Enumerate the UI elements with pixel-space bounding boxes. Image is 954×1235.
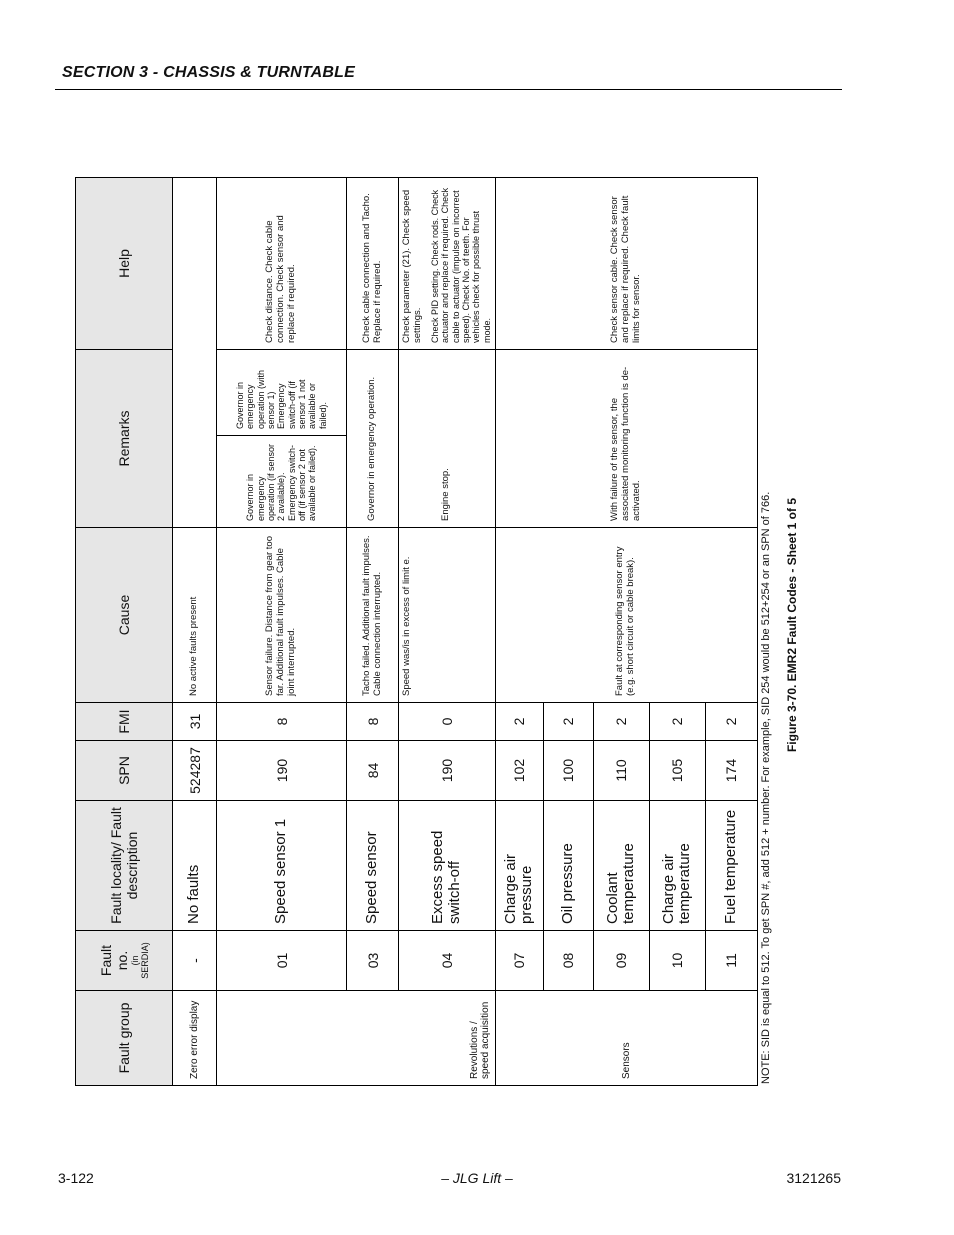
fmi-cell: 2: [705, 703, 757, 741]
col-header-spn: SPN: [76, 741, 173, 801]
group-cell: Revolutions / speed acquisition: [217, 991, 496, 1086]
col-header-cause: Cause: [76, 528, 173, 703]
fault-no-sublabel: (in SERDIA): [130, 942, 150, 979]
cause-cell: No active faults present: [173, 528, 217, 703]
help-text: Check parameter (21). Check speed settings.: [401, 189, 423, 343]
description-cell: Speed sensor 1: [217, 801, 347, 931]
header-rule: [55, 89, 842, 90]
col-header-remarks: Remarks: [76, 349, 173, 527]
cause-cell: Fault at corresponding sensor entry (e.g. short circuit or cable break).: [495, 528, 757, 703]
spn-cell: 100: [543, 741, 593, 801]
fault-no-cell: 04: [399, 931, 496, 991]
description-cell: No faults: [173, 801, 217, 931]
help-cell: Check sensor cable. Check sensor and replace if required. Check fault limits for sensor.: [495, 177, 757, 349]
cause-cell: [399, 528, 496, 703]
fault-table-container: [75, 178, 954, 1079]
fault-no-cell: 08: [543, 931, 593, 991]
table-row: [347, 177, 399, 1085]
fault-no-label: Fault no.: [98, 944, 130, 977]
fault-no-cell: 10: [649, 931, 705, 991]
fmi-cell: 2: [495, 703, 543, 741]
spn-cell: 190: [217, 741, 347, 801]
fault-no-cell: 03: [347, 931, 399, 991]
remarks-cell: Governor in emergency operation.: [347, 349, 399, 527]
page-number: 3-122: [58, 1170, 94, 1186]
fmi-cell: 31: [173, 703, 217, 741]
fmi-cell: 8: [347, 703, 399, 741]
cause-cell: Sensor failure. Distance from gear too far. Additional fault impulses. Cable joint interrupted.: [217, 528, 347, 703]
spn-cell: 190: [399, 741, 496, 801]
help-cell: Check cable connection and Tacho. Replace if required.: [347, 177, 399, 349]
remarks-cell: With failure of the sensor, the associated monitoring function is de-activated.: [495, 349, 757, 527]
description-cell: Charge air temperature: [649, 801, 705, 931]
table-row: [173, 177, 217, 1085]
description-cell: Excess speed switch-off: [399, 801, 496, 931]
fmi-cell: 0: [399, 703, 496, 741]
spn-cell: 84: [347, 741, 399, 801]
footer-center: – JLG Lift –: [441, 1170, 513, 1186]
description-cell: Charge air pressure: [495, 801, 543, 931]
col-header-help: Help: [76, 177, 173, 349]
remarks-cell: Governor in emergency operation (if sensor 2 available). Emergency switch-off (if sensor 2 not available or failed).: [217, 436, 347, 528]
fmi-cell: 8: [217, 703, 347, 741]
section-header: SECTION 3 - CHASSIS & TURNTABLE: [62, 64, 356, 81]
table-row: [495, 177, 543, 1085]
help-cell: [399, 177, 496, 349]
description-cell: Oil pressure: [543, 801, 593, 931]
spn-cell: 174: [705, 741, 757, 801]
description-cell: Fuel temperature: [705, 801, 757, 931]
fault-no-cell: 07: [495, 931, 543, 991]
cause-cell: Tacho failed. Additional fault impulses. Cable connection interrupted.: [347, 528, 399, 703]
spn-cell: 524287: [173, 741, 217, 801]
table-note: NOTE: SID is equal to 512. To get SPN #, add 512 + number. For example, SID 254 would be 512+254 or an SPN of 766.: [760, 491, 772, 1084]
table-row: [217, 177, 347, 1085]
col-header-description: Fault locality/ Fault description: [76, 801, 173, 931]
group-cell: Sensors: [495, 991, 757, 1086]
remarks-cell: Governor in emergency operation (with sensor 1) Emergency switch-off (if sensor 1 not available or failed).: [217, 349, 347, 435]
empty-cell: [173, 177, 217, 527]
col-header-group: Fault group: [76, 991, 173, 1086]
figure-caption: Figure 3-70. EMR2 Fault Codes - Sheet 1 of 5: [785, 497, 799, 753]
extra-help-text: Check PID setting. Check rods. Check actuator and replace if required. Check cable to actuator (impulse on incorrect speed). Check No. of teeth. For vehicles check for possible thrust mode.: [429, 187, 492, 343]
fault-no-cell: -: [173, 931, 217, 991]
group-cell: Zero error display: [173, 991, 217, 1086]
table-header-row: [76, 177, 173, 1085]
fault-no-cell: 11: [705, 931, 757, 991]
fault-codes-table: [75, 177, 758, 1086]
spn-cell: 110: [593, 741, 649, 801]
help-cell: Check distance. Check cable connection. Check sensor and replace if required.: [217, 177, 347, 349]
fmi-cell: 2: [593, 703, 649, 741]
cause-text: Speed was/is in excess of limit e.: [401, 556, 412, 696]
spn-cell: 105: [649, 741, 705, 801]
description-cell: Speed sensor: [347, 801, 399, 931]
col-header-fault-no: [76, 931, 173, 991]
table-row: [399, 177, 496, 1085]
document-number: 3121265: [786, 1170, 841, 1186]
remarks-cell: Engine stop.: [399, 349, 496, 527]
col-header-fmi: FMI: [76, 703, 173, 741]
fmi-cell: 2: [543, 703, 593, 741]
fmi-cell: 2: [649, 703, 705, 741]
description-cell: Coolant temperature: [593, 801, 649, 931]
spn-cell: 102: [495, 741, 543, 801]
fault-no-cell: 09: [593, 931, 649, 991]
fault-no-cell: 01: [217, 931, 347, 991]
